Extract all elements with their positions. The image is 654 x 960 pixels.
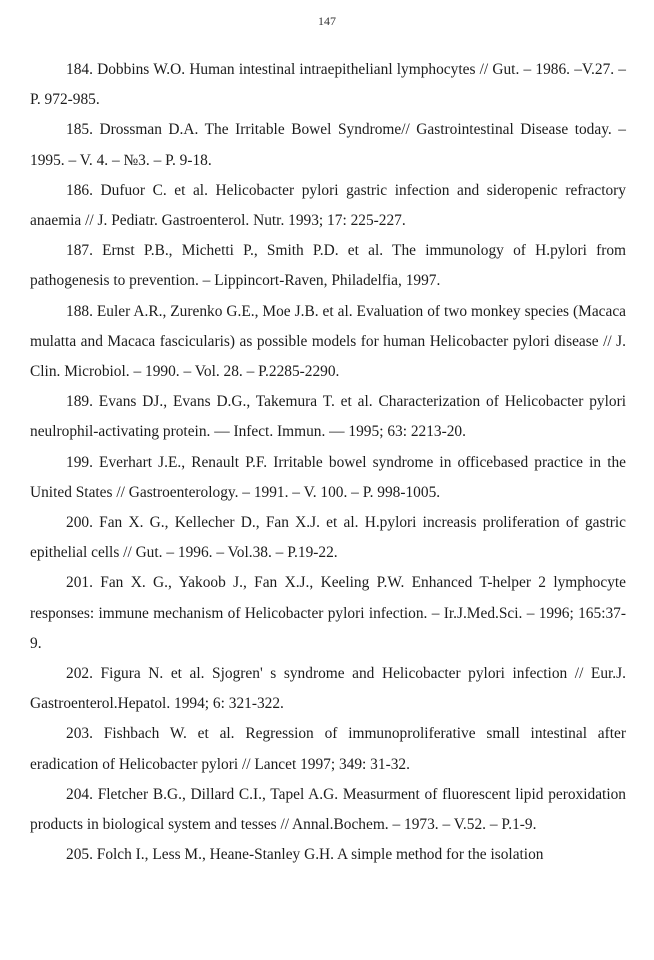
- reference-entry: 189. Evans DJ., Evans D.G., Takemura T. et al. Characterization of Helicobacter pylori neulrophil-activating protein. — Infect. Immun. — 1995; 63: 2213-20.: [30, 393, 626, 441]
- reference-entry: 205. Folch I., Less M., Heane-Stanley G.H. A simple method for the isolation: [66, 846, 544, 864]
- reference-entry: 204. Fletcher B.G., Dillard C.I., Tapel A.G. Measurment of fluorescent lipid peroxidation products in biological system and tesses // Annal.Bochem. – 1973. – V.52. – P.1-9.: [30, 785, 626, 834]
- page-number: 147: [318, 14, 336, 28]
- reference-entry: 185. Drossman D.A. The Irritable Bowel Syndrome// Gastrointestinal Disease today. – 1995. – V. 4. – №3. – P. 9-18.: [30, 121, 626, 169]
- reference-list: [30, 55, 626, 870]
- reference-entry: 202. Figura N. et al. Sjogren' s syndrome and Helicobacter pylori infection // Eur.J. Gastroenterol.Hepatol. 1994; 6: 321-322.: [30, 665, 626, 713]
- reference-entry: 187. Ernst P.B., Michetti P., Smith P.D. et al. The immunology of H.pylori from pathogenesis to prevention. – Lippincort-Raven, Philadelfia, 1997.: [30, 242, 626, 290]
- reference-entry: 199. Everhart J.E., Renault P.F. Irritable bowel syndrome in officebased practice in the United States // Gastroenterology. – 1991. – V. 100. – P. 998-1005.: [30, 453, 626, 501]
- reference-entry: 186. Dufuor C. et al. Helicobacter pylori gastric infection and sideropenic refractory anaemia // J. Pediatr. Gastroenterol. Nutr. 1993; 17: 225-227.: [30, 181, 626, 230]
- reference-entry: 201. Fan X. G., Yakoob J., Fan X.J., Keeling P.W. Enhanced T-helper 2 lymphocyte responses: immune mechanism of Helicobacter pylori infection. – Ir.J.Med.Sci. – 1996; 165:37-9.: [30, 574, 626, 652]
- reference-entry: 203. Fishbach W. et al. Regression of immunoproliferative small intestinal after eradication of Helicobacter pylori // Lancet 1997; 349: 31-32.: [30, 725, 626, 773]
- reference-entry: 200. Fan X. G., Kellecher D., Fan X.J. et al. H.pylori increasis proliferation of gastric epithelial cells // Gut. – 1996. – Vol.38. – P.19-22.: [30, 514, 626, 562]
- reference-entry: 188. Euler A.R., Zurenko G.E., Moe J.B. et al. Evaluation of two monkey species (Macaca mulatta and Macaca fascicularis) as possible models for human Helicobacter pylori disease // J. Clin. Microbiol. – 1990. – Vol. 28. – P.2285-2290.: [30, 302, 626, 381]
- reference-entry: 184. Dobbins W.O. Human intestinal intraepithelianl lymphocytes // Gut. – 1986. –V.27. – P. 972-985.: [30, 61, 626, 109]
